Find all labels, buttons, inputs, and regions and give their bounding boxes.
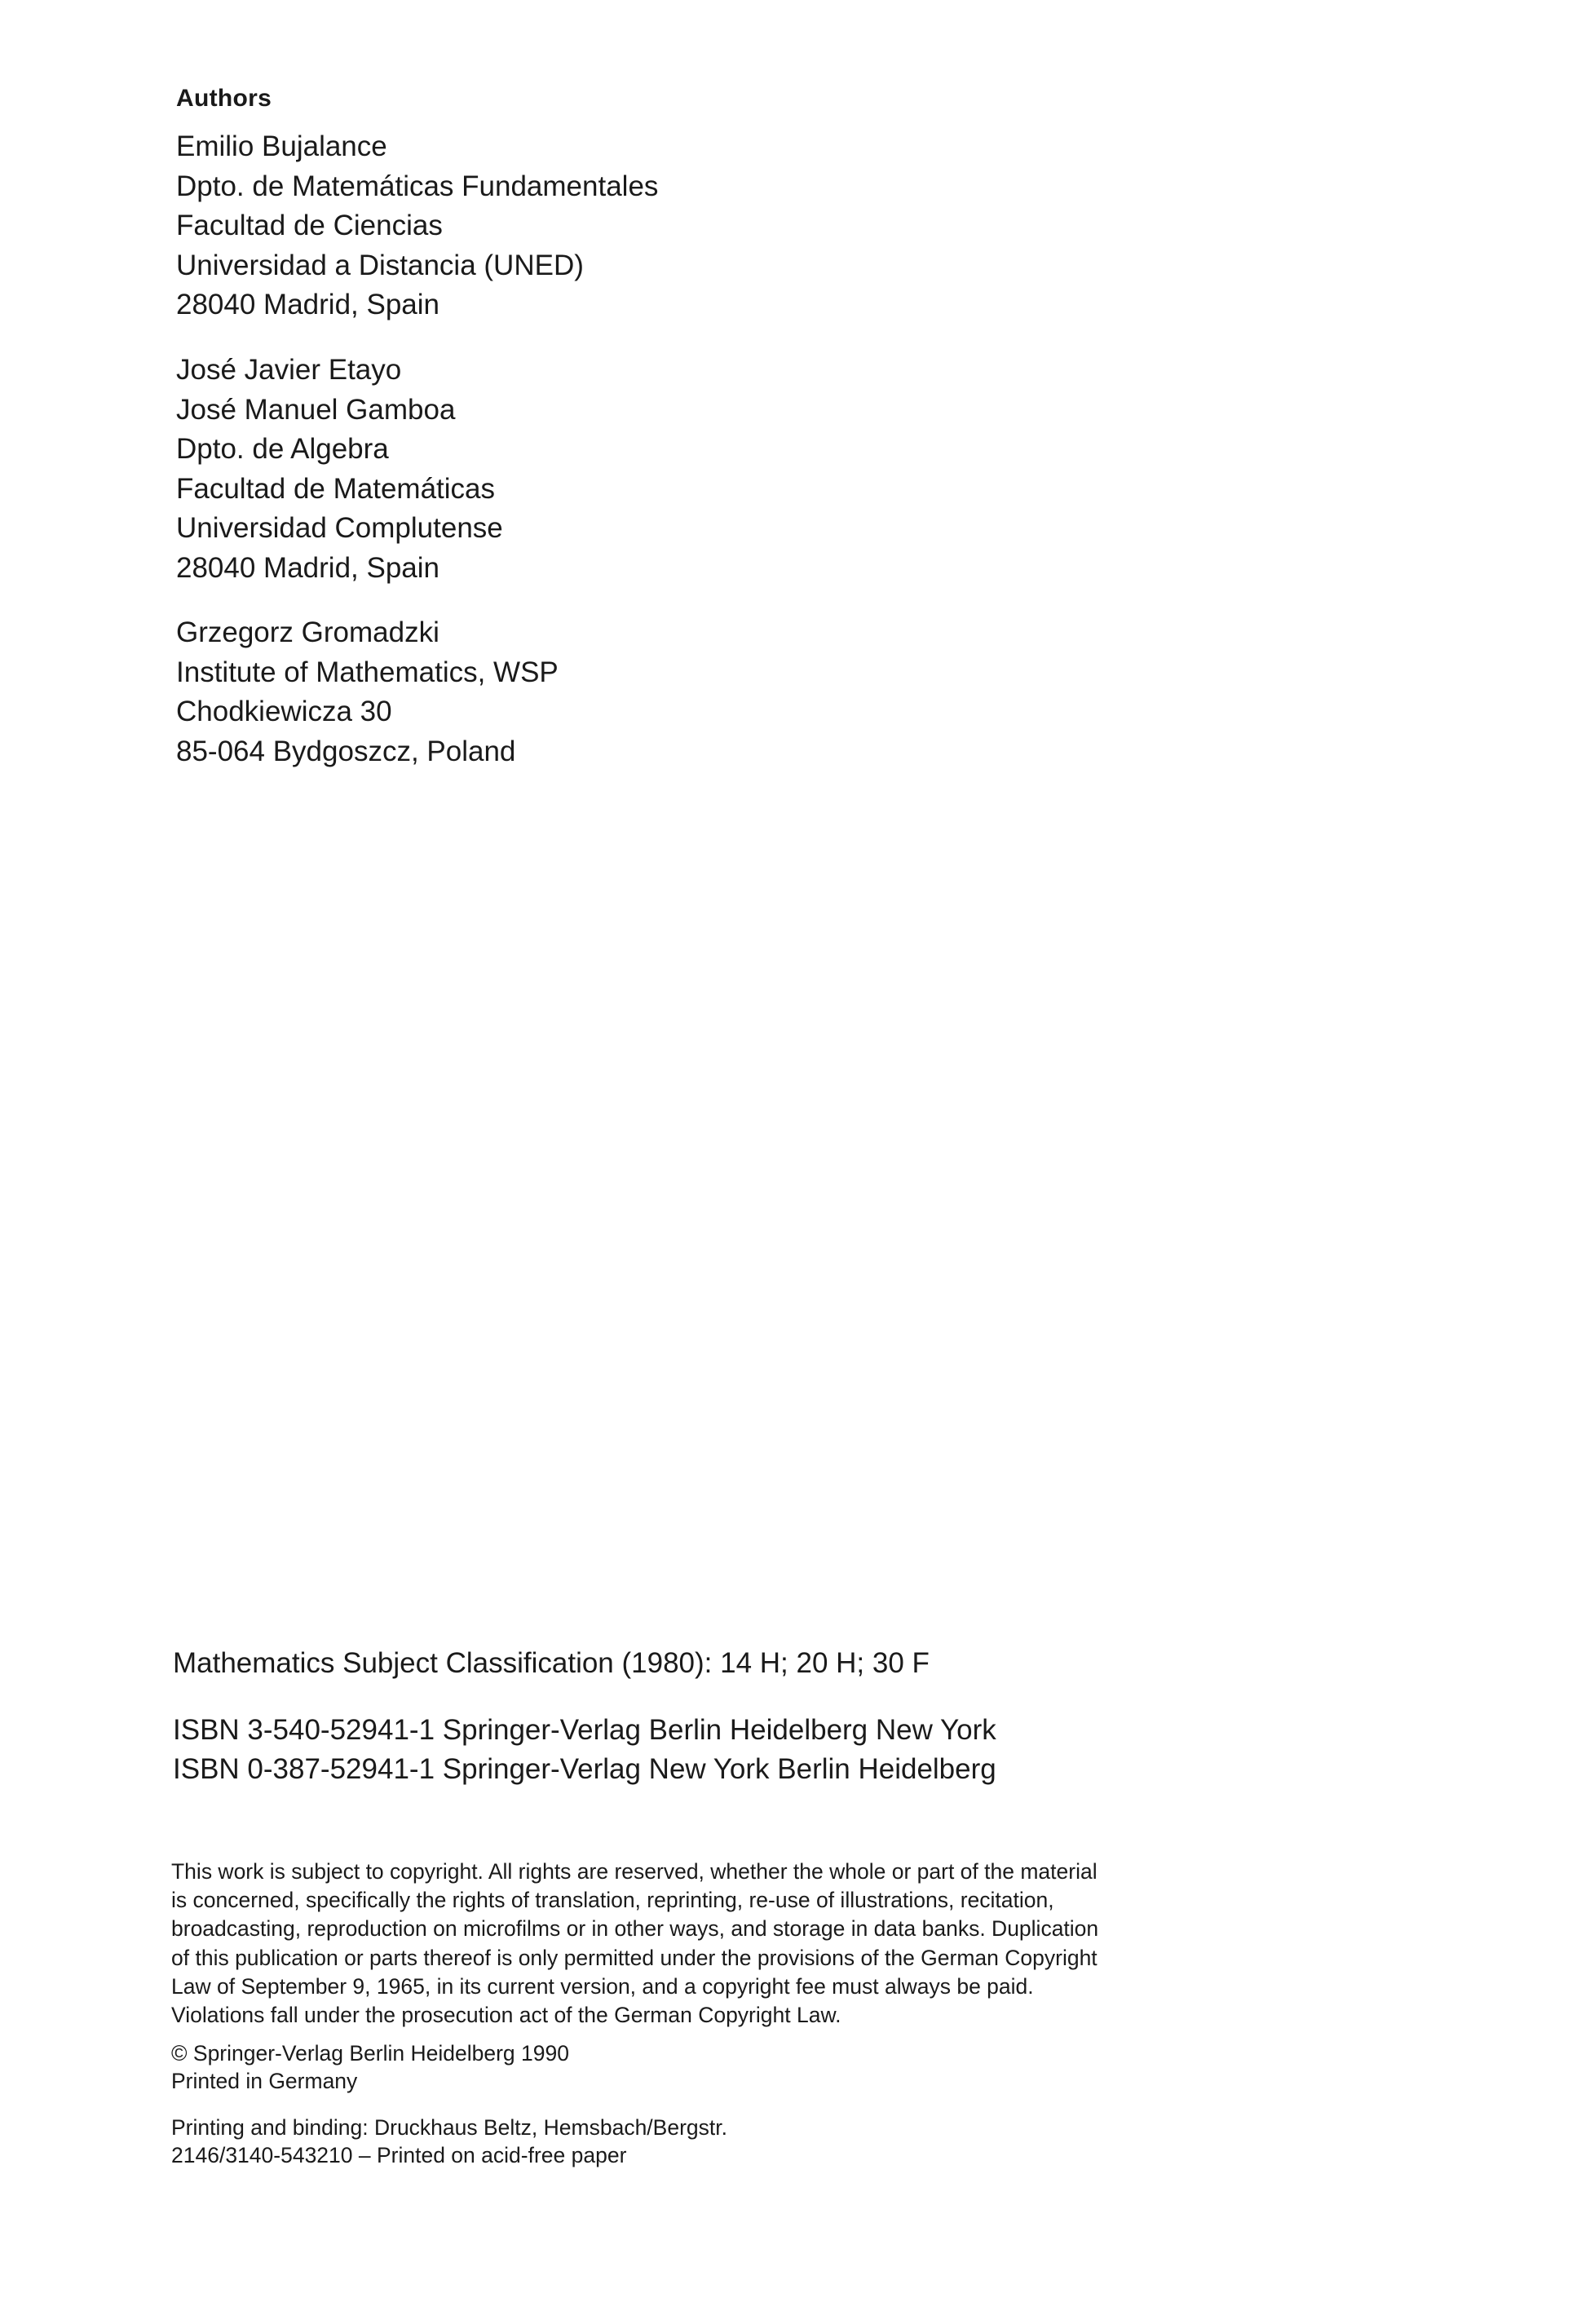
isbn-line: ISBN 0-387-52941-1 Springer-Verlag New York Berlin Heidelberg	[173, 1753, 996, 1785]
copyright-statement	[171, 1858, 1231, 2030]
subject-classification: Mathematics Subject Classification (1980): 14 H; 20 H; 30 F	[173, 1647, 930, 1679]
copyright-holder: © Springer-Verlag Berlin Heidelberg 1990	[171, 2041, 569, 2066]
author-name: José Manuel Gamboa	[176, 393, 456, 426]
printer-line: Printing and binding: Druckhaus Beltz, Hemsbach/Bergstr.	[171, 2115, 727, 2140]
isbn-line: ISBN 3-540-52941-1 Springer-Verlag Berlin Heidelberg New York	[173, 1714, 996, 1746]
copyright-notice	[171, 2039, 569, 2095]
address-line: Dpto. de Matemáticas Fundamentales	[176, 170, 659, 202]
address-line: 85-064 Bydgoszcz, Poland	[176, 735, 516, 767]
address-line: 28040 Madrid, Spain	[176, 551, 439, 584]
address-line: Institute of Mathematics, WSP	[176, 656, 559, 688]
copyright-line: is concerned, specifically the rights of translation, reprinting, re-use of illustrations, recitation,	[171, 1888, 1054, 1913]
printed-in: Printed in Germany	[171, 2069, 358, 2093]
address-line: Facultad de Matemáticas	[176, 472, 496, 505]
author-name: Emilio Bujalance	[176, 130, 387, 162]
author-name: Grzegorz Gromadzki	[176, 616, 439, 648]
address-line: Dpto. de Algebra	[176, 433, 389, 465]
copyright-line: of this publication or parts thereof is only permitted under the provisions of the German Copyright	[171, 1945, 1098, 1970]
print-code-line: 2146/3140-543210 – Printed on acid-free paper	[171, 2143, 627, 2167]
copyright-line: Violations fall under the prosecution act of the German Copyright Law.	[171, 2003, 841, 2028]
author-name: José Javier Etayo	[176, 354, 402, 386]
author-address-block	[176, 351, 503, 588]
address-line: Universidad Complutense	[176, 512, 503, 544]
copyright-line: broadcasting, reproduction on microfilms or in other ways, and storage in data banks. Duplication	[171, 1916, 1099, 1942]
address-line: Facultad de Ciencias	[176, 210, 443, 241]
address-line: Chodkiewicza 30	[176, 696, 392, 727]
address-line: Universidad a Distancia (UNED)	[176, 249, 584, 281]
isbn-list	[173, 1711, 996, 1789]
copyright-line: Law of September 9, 1965, in its current version, and a copyright fee must always be paid.	[171, 1973, 1034, 1999]
printing-info	[171, 2114, 727, 2169]
author-address-block	[176, 613, 559, 771]
copyright-line: This work is subject to copyright. All rights are reserved, whether the whole or part of the material	[171, 1859, 1098, 1884]
address-line: 28040 Madrid, Spain	[176, 289, 439, 320]
author-address-block	[176, 127, 658, 325]
authors-heading: Authors	[176, 85, 272, 112]
